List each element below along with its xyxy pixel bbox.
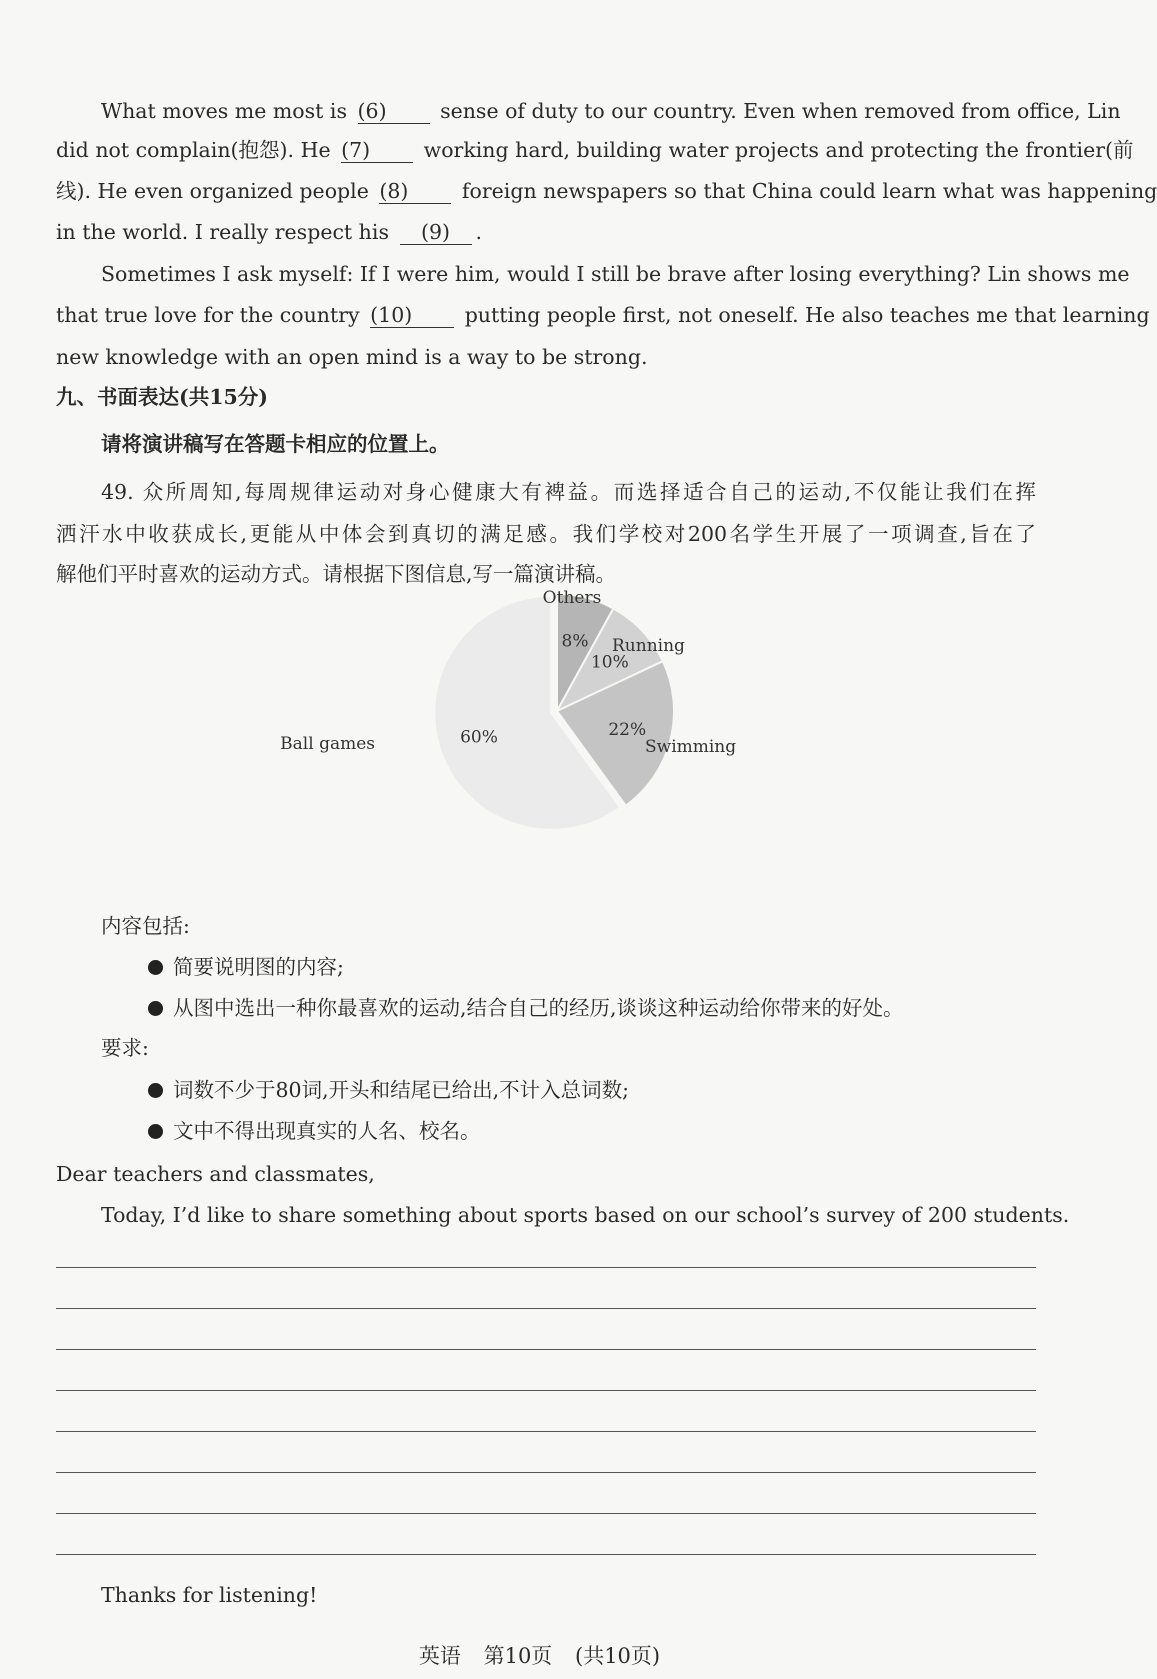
blank-8[interactable]: (8) [379,179,451,204]
text: 线). He even organized people [56,179,369,203]
section-title: 九、书面表达(共15分) [56,385,268,409]
blank-6[interactable]: (6) [358,99,430,124]
writing-line[interactable] [56,1513,1036,1514]
footer-page: 第10页 [483,1644,553,1668]
data-label: 60% [460,727,498,748]
blank-7[interactable]: (7) [341,138,413,163]
para2-line2 [56,301,1150,329]
question-line1 [101,478,1036,506]
para1-line1 [101,97,1121,125]
category-label: Running [612,636,685,656]
bullet-icon [148,1124,163,1139]
para2-line3 [56,343,1036,371]
writing-line[interactable] [56,1431,1036,1432]
bullet-icon [148,1083,163,1098]
data-label: 8% [561,631,589,652]
text: What moves me most is [101,99,347,123]
para1-line4 [56,218,1036,246]
content-heading: 内容包括: [101,914,190,938]
section-instruction: 请将演讲稿写在答题卡相应的位置上。 [101,432,450,456]
text: Sometimes I ask myself: If I were him, would I still be brave after losing everything? Lin shows me [101,262,1130,286]
para1-line2 [56,136,1134,164]
text: 简要说明图的内容; [173,955,344,979]
para2-line1 [101,260,1130,288]
page-footer [0,1640,1079,1670]
requirement-item-1 [148,1076,1038,1104]
text: 从图中选出一种你最喜欢的运动,结合自己的经历,谈谈这种运动给你带来的好处。 [173,996,904,1020]
question-line3: 解他们平时喜欢的运动方式。请根据下图信息,写一篇演讲稿。 [56,562,617,586]
text: did not complain(抱怨). He [56,138,331,162]
text: putting people first, not oneself. He also teaches me that learning [464,303,1150,327]
text: sense of duty to our country. Even when removed from office, Lin [440,99,1121,123]
category-label: Ball games [280,734,375,754]
text: foreign newspapers so that China could learn what was happening [461,179,1157,203]
content-item-1 [148,953,1038,981]
text: 词数不少于80词,开头和结尾已给出,不计入总词数; [173,1078,630,1102]
writing-line[interactable] [56,1308,1036,1309]
requirement-item-2 [148,1117,1038,1145]
category-label: Others [542,588,602,608]
requirements-heading: 要求: [101,1036,149,1060]
blank-10[interactable]: (10) [370,303,454,328]
text: working hard, building water projects and protecting the frontier(前 [423,138,1134,162]
footer-subject: 英语 [418,1644,461,1668]
blank-9[interactable]: (9) [400,220,472,245]
data-label: 10% [590,652,629,673]
letter-greeting: Dear teachers and classmates, [56,1162,375,1186]
pie-slices [434,594,674,830]
writing-line[interactable] [56,1554,1036,1555]
writing-line[interactable] [56,1390,1036,1391]
writing-line[interactable] [56,1472,1036,1473]
letter-opening [101,1201,1070,1229]
text: . [475,220,483,244]
sports-pie-chart [280,578,800,878]
text: new knowledge with an open mind is a way to be strong. [56,345,648,369]
text: 49. 众所周知,每周规律运动对身心健康大有裨益。而选择适合自己的运动,不仅能让我们在挥 [101,480,1036,504]
bullet-icon [148,960,163,975]
text: Today, I’d like to share something about sports based on our school’s survey of 200 students. [101,1203,1070,1227]
text: 文中不得出现真实的人名、校名。 [173,1119,481,1143]
content-item-2 [148,994,1038,1022]
text: that true love for the country [56,303,360,327]
para1-line3 [56,177,1157,205]
question-line2 [56,520,1036,548]
bullet-icon [148,1001,163,1016]
writing-line[interactable] [56,1349,1036,1350]
writing-line[interactable] [56,1267,1036,1268]
text: 洒汗水中收获成长,更能从中体会到真切的满足感。我们学校对200名学生开展了一项调查,旨在了 [56,522,1036,546]
category-label: Swimming [645,737,737,757]
data-label: 22% [608,720,647,741]
letter-closing: Thanks for listening! [101,1583,318,1607]
footer-total: (共10页) [575,1644,661,1668]
text: in the world. I really respect his [56,220,389,244]
